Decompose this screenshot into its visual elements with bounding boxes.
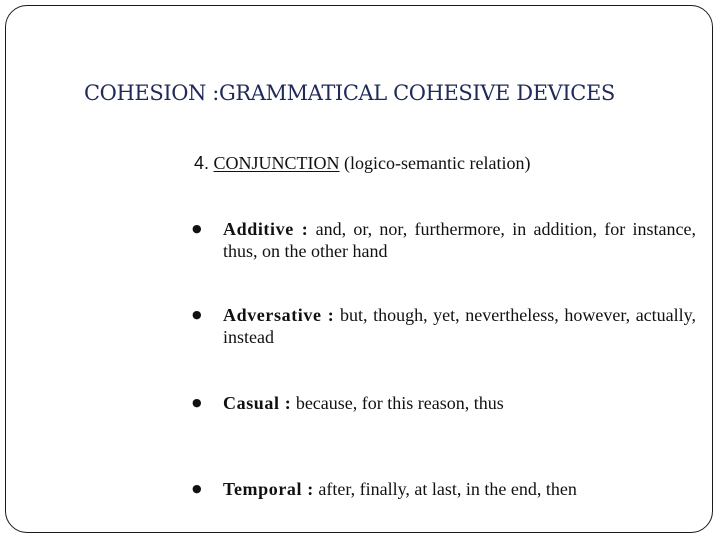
bullet-term: Temporal : bbox=[223, 479, 314, 499]
bullet-term: Casual : bbox=[223, 393, 292, 413]
section-number: 4. bbox=[194, 153, 210, 173]
bullet-term: Additive : bbox=[223, 219, 309, 239]
bullet-text bbox=[223, 478, 696, 500]
section-term: CONJUNCTION bbox=[213, 153, 340, 173]
bullet-examples: and, or, nor, furthermore, in addition, for instance, thus, on the other hand bbox=[223, 219, 697, 261]
bullet-dot-icon: ● bbox=[192, 482, 202, 495]
bullet-casual bbox=[192, 392, 696, 414]
bullet-examples: because, for this reason, thus bbox=[295, 393, 504, 413]
bullet-additive bbox=[192, 218, 696, 262]
bullet-dot-icon: ● bbox=[192, 308, 202, 321]
section-heading bbox=[194, 153, 530, 174]
bullet-dot-icon: ● bbox=[192, 396, 202, 409]
bullet-text bbox=[223, 304, 696, 348]
slide bbox=[5, 5, 713, 533]
bullet-examples: after, finally, at last, in the end, then bbox=[318, 479, 577, 499]
section-note: (logico-semantic relation) bbox=[344, 153, 531, 173]
bullet-examples: but, though, yet, nevertheless, however, actually, instead bbox=[223, 305, 696, 347]
slide-title: COHESION :GRAMMATICAL COHESIVE DEVICES bbox=[84, 81, 615, 105]
bullet-temporal bbox=[192, 478, 696, 500]
bullet-dot-icon: ● bbox=[192, 222, 202, 235]
bullet-adversative bbox=[192, 304, 696, 348]
bullet-term: Adversative : bbox=[223, 305, 335, 325]
bullet-text bbox=[223, 218, 696, 262]
bullet-text bbox=[223, 392, 696, 414]
